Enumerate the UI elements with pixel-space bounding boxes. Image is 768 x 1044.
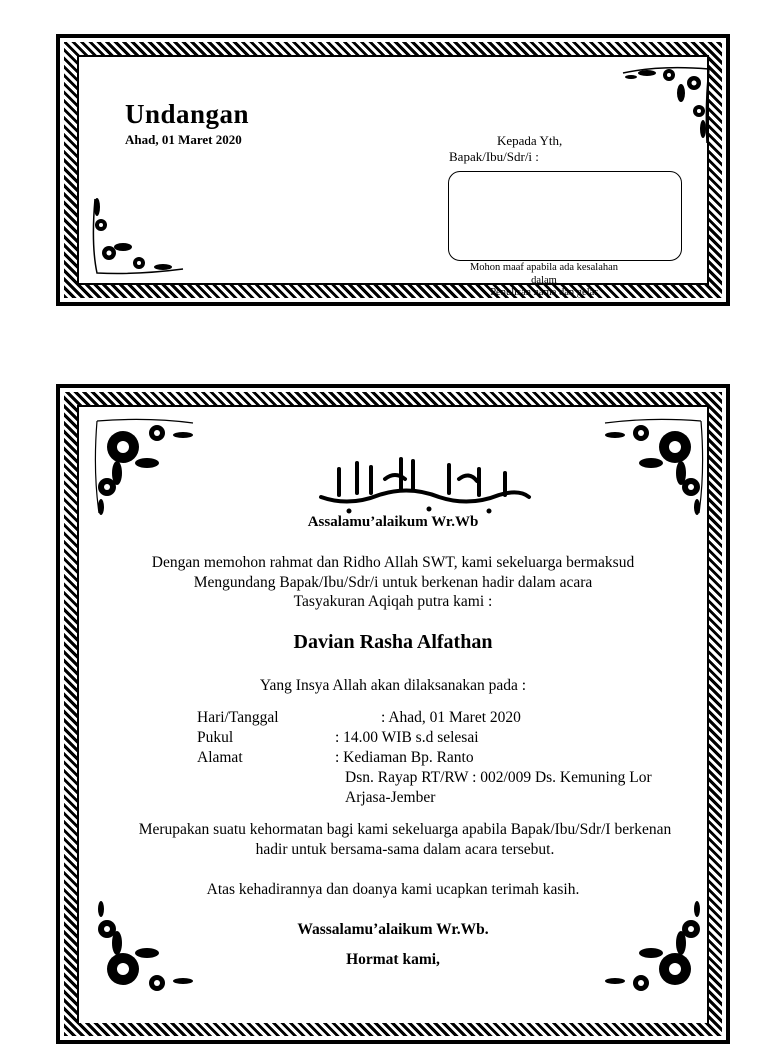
envelope-title: Undangan bbox=[125, 99, 250, 129]
time-value: : 14.00 WIB s.d selesai bbox=[335, 729, 479, 746]
recipient-heading: Kepada Yth, bbox=[497, 133, 563, 148]
closing-greeting: Wassalamu’alaikum Wr.Wb. bbox=[297, 921, 489, 938]
intro-line: Dengan memohon rahmat dan Ridho Allah SWT, kami sekeluarga bermaksud bbox=[151, 554, 635, 571]
floral-corner-ornament bbox=[619, 63, 715, 147]
floral-corner-ornament bbox=[87, 411, 197, 515]
floral-corner-ornament bbox=[601, 411, 711, 515]
apology-note-line: Mohon maaf apabila ada kesalahan bbox=[469, 262, 619, 273]
invitation-intro bbox=[79, 553, 707, 612]
invitation-card bbox=[56, 384, 730, 1044]
envelope-date: Ahad, 01 Maret 2020 bbox=[125, 132, 242, 147]
address-value: Arjasa-Jember bbox=[345, 789, 436, 806]
schedule-intro: Yang Insya Allah akan dilaksanakan pada : bbox=[259, 677, 527, 694]
closing-line: Merupakan suatu kehormatan bagi kami sekeluarga apabila Bapak/Ibu/Sdr/I berkenan bbox=[138, 821, 672, 838]
closing-line: hadir untuk bersama-sama dalam acara tersebut. bbox=[255, 840, 555, 858]
address-label: Alamat bbox=[197, 749, 243, 766]
bismillah-calligraphy bbox=[309, 449, 539, 519]
address-value: Dsn. Rayap RT/RW : 002/009 Ds. Kemuning Lor bbox=[345, 769, 652, 786]
address-value: : Kediaman Bp. Ranto bbox=[335, 749, 474, 766]
regards-text: Hormat kami, bbox=[346, 951, 440, 968]
day-value: : Ahad, 01 Maret 2020 bbox=[381, 709, 521, 726]
time-label: Pukul bbox=[197, 729, 234, 746]
recipient-name-box bbox=[448, 171, 682, 261]
intro-line: Mengundang Bapak/Ibu/Sdr/i untuk berkenan hadir dalam acara bbox=[193, 573, 593, 591]
floral-corner-ornament bbox=[87, 195, 187, 279]
day-label: Hari/Tanggal bbox=[197, 709, 279, 726]
apology-note bbox=[434, 262, 654, 300]
apology-note-line: Penulisan nama dan gelar bbox=[490, 287, 598, 298]
intro-line: Tasyakuran Aqiqah putra kami : bbox=[293, 593, 493, 610]
opening-greeting: Assalamu’alaikum Wr.Wb bbox=[307, 514, 479, 530]
recipient-salutation: Bapak/Ibu/Sdr/i : bbox=[449, 149, 539, 164]
child-name: Davian Rasha Alfathan bbox=[293, 631, 493, 653]
envelope-card bbox=[56, 34, 730, 306]
apology-note-line: dalam bbox=[531, 274, 557, 286]
thanks-text: Atas kehadirannya dan doanya kami ucapkan terimah kasih. bbox=[206, 881, 580, 898]
envelope-inner-frame bbox=[77, 55, 709, 298]
closing-paragraph bbox=[75, 820, 735, 859]
invitation-inner-frame bbox=[77, 405, 709, 1023]
